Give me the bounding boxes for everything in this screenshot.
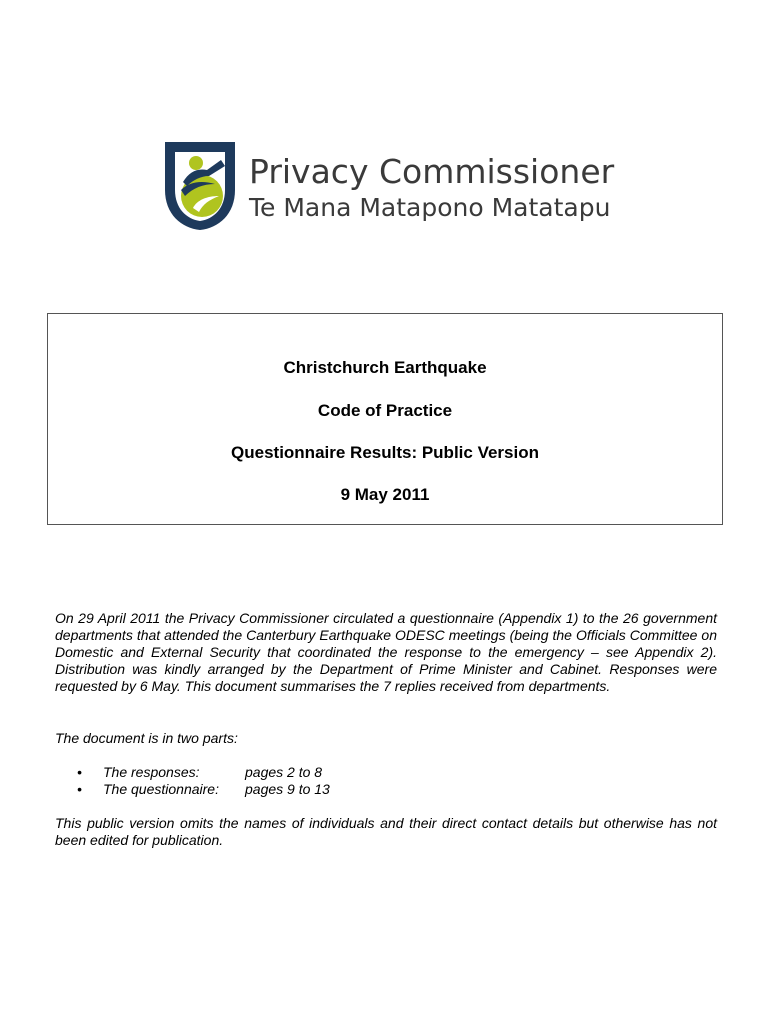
bullet-icon: • bbox=[77, 764, 82, 780]
title-line-3: Questionnaire Results: Public Version bbox=[231, 443, 539, 462]
title-box bbox=[47, 313, 723, 525]
part-pages: pages 9 to 13 bbox=[245, 781, 330, 797]
parts-intro: The document is in two parts: bbox=[55, 730, 238, 746]
intro-paragraph: On 29 April 2011 the Privacy Commissioner circulated a questionnaire (Appendix 1) to the 26 government departments that attended the Canterbury Earthquake ODESC meetings (being the Officials Committee on Domestic and External Security that coordinated the response to the emergency – see Appendix 2). Distribution was kindly arranged by the Department of Prime Minister and Cabinet. Responses were requested by 6 May. This document summarises the 7 replies received from departments. bbox=[55, 610, 717, 694]
part-pages: pages 2 to 8 bbox=[245, 764, 323, 780]
organisation-name: Privacy Commissioner bbox=[249, 152, 615, 191]
privacy-commissioner-logo bbox=[163, 138, 623, 233]
title-date: 9 May 2011 bbox=[340, 485, 430, 504]
part-label: The questionnaire: bbox=[103, 781, 219, 797]
part-label: The responses: bbox=[103, 764, 200, 780]
closing-paragraph: This public version omits the names of individuals and their direct contact details but otherwise has not been edited for publication. bbox=[55, 815, 717, 848]
organisation-maori-name: Te Mana Matapono Matatapu bbox=[249, 193, 611, 222]
privacy-commissioner-shield-icon bbox=[163, 138, 241, 233]
title-line-2: Code of Practice bbox=[317, 401, 453, 420]
title-line-1: Christchurch Earthquake bbox=[283, 358, 487, 377]
bullet-icon: • bbox=[77, 781, 82, 797]
